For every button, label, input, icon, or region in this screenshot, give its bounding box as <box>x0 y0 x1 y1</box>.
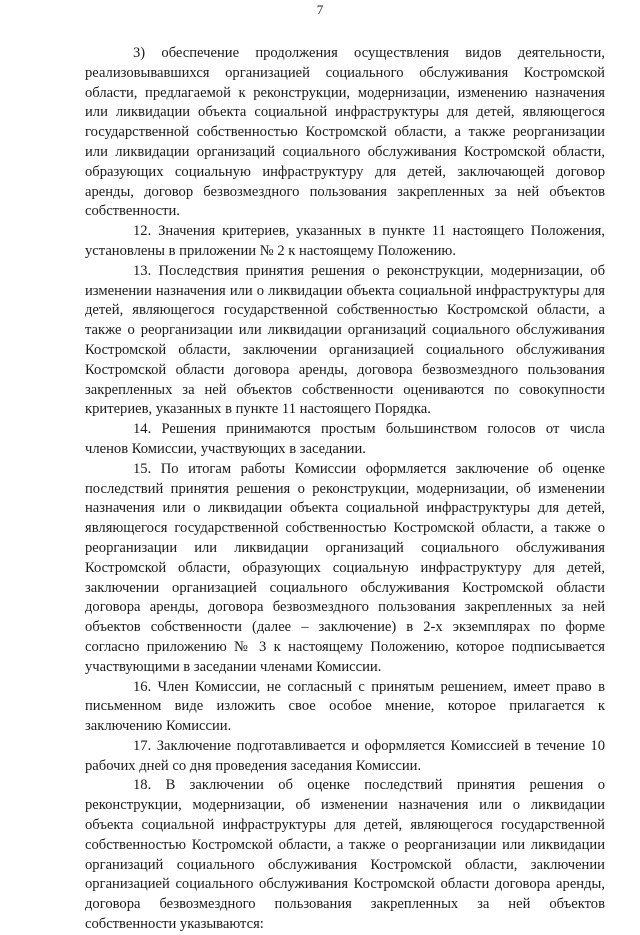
page-number: 7 <box>316 2 324 17</box>
document-body <box>85 44 605 935</box>
paragraph-17: 17. Заключение подготавливается и оформляется Комиссией в течение 10 рабочих дней со дня проведения заседания Комиссии. <box>85 737 605 774</box>
paragraph-14: 14. Решения принимаются простым большинством голосов от числа членов Комиссии, участвующих в заседании. <box>85 421 605 457</box>
paragraph-13: 13. Последствия принятия решения о реконструкции, модернизации, об изменении назначения или о ликвидации объекта социальной инфраструктуры для детей, являющегося государственной собственностью Костромской области, а также о реорганизации или ликвидации организаций социального обслуживания Костромской области, заключении организацией социального обслуживания Костромской области договора аренды, договора безвозмездного пользования закрепленных за ней объектов собственности оцениваются по совокупности критериев, указанных в пункте 11 настоящего Порядка. <box>85 262 605 418</box>
paragraph-18: 18. В заключении об оценке последствий принятия решения о реконструкции, модернизации, об изменении назначения или о ликвидации объекта социальной инфраструктуры для детей, являющегося государственной собственностью Костромской области, а также о реорганизации или ликвидации организаций социального обслуживания Костромской области, заключении организацией социального обслуживания Костромской области договора аренды, договора безвозмездного пользования закрепленных за ней объектов собственности указываются: <box>85 777 605 933</box>
paragraph-16: 16. Член Комиссии, не согласный с принятым решением, имеет право в письменном виде изложить свое особое мнение, которое прилагается к заключению Комиссии. <box>85 678 605 735</box>
paragraph-item-3: 3) обеспечение продолжения осуществления видов деятельности, реализовывавшихся организацией социального обслуживания Костромской области, предлагаемой к реконструкции, модернизации, изменению назначения или ликвидации объекта социальной инфраструктуры для детей, являющегося государственной собственностью Костромской области, а также реорганизации или ликвидации организаций социального обслуживания Костромской области, образующих социальную инфраструктуру для детей, заключающей договор аренды, договор безвозмездного пользования закрепленных за ней объектов собственности. <box>85 45 605 220</box>
paragraph-15: 15. По итогам работы Комиссии оформляется заключение об оценке последствий принятия решения о реконструкции, модернизации, об изменении назначения или о ликвидации объекта социальной инфраструктуры для детей, являющегося государственной собственностью Костромской области, а также о реорганизации или ликвидации организаций социального обслуживания Костромской области, образующих социальную инфраструктуру для детей, заключении организацией социального обслуживания Костромской области договора аренды, договора безвозмездного пользования закрепленных за ней объектов собственности (далее – заключение) в 2-х экземплярах по форме согласно приложению № 3 к настоящему Положению, которое подписывается участвующими в заседании членами Комиссии. <box>85 460 605 675</box>
paragraph-12: 12. Значения критериев, указанных в пункте 11 настоящего Положения, установлены в приложении № 2 к настоящему Положению. <box>85 223 605 259</box>
